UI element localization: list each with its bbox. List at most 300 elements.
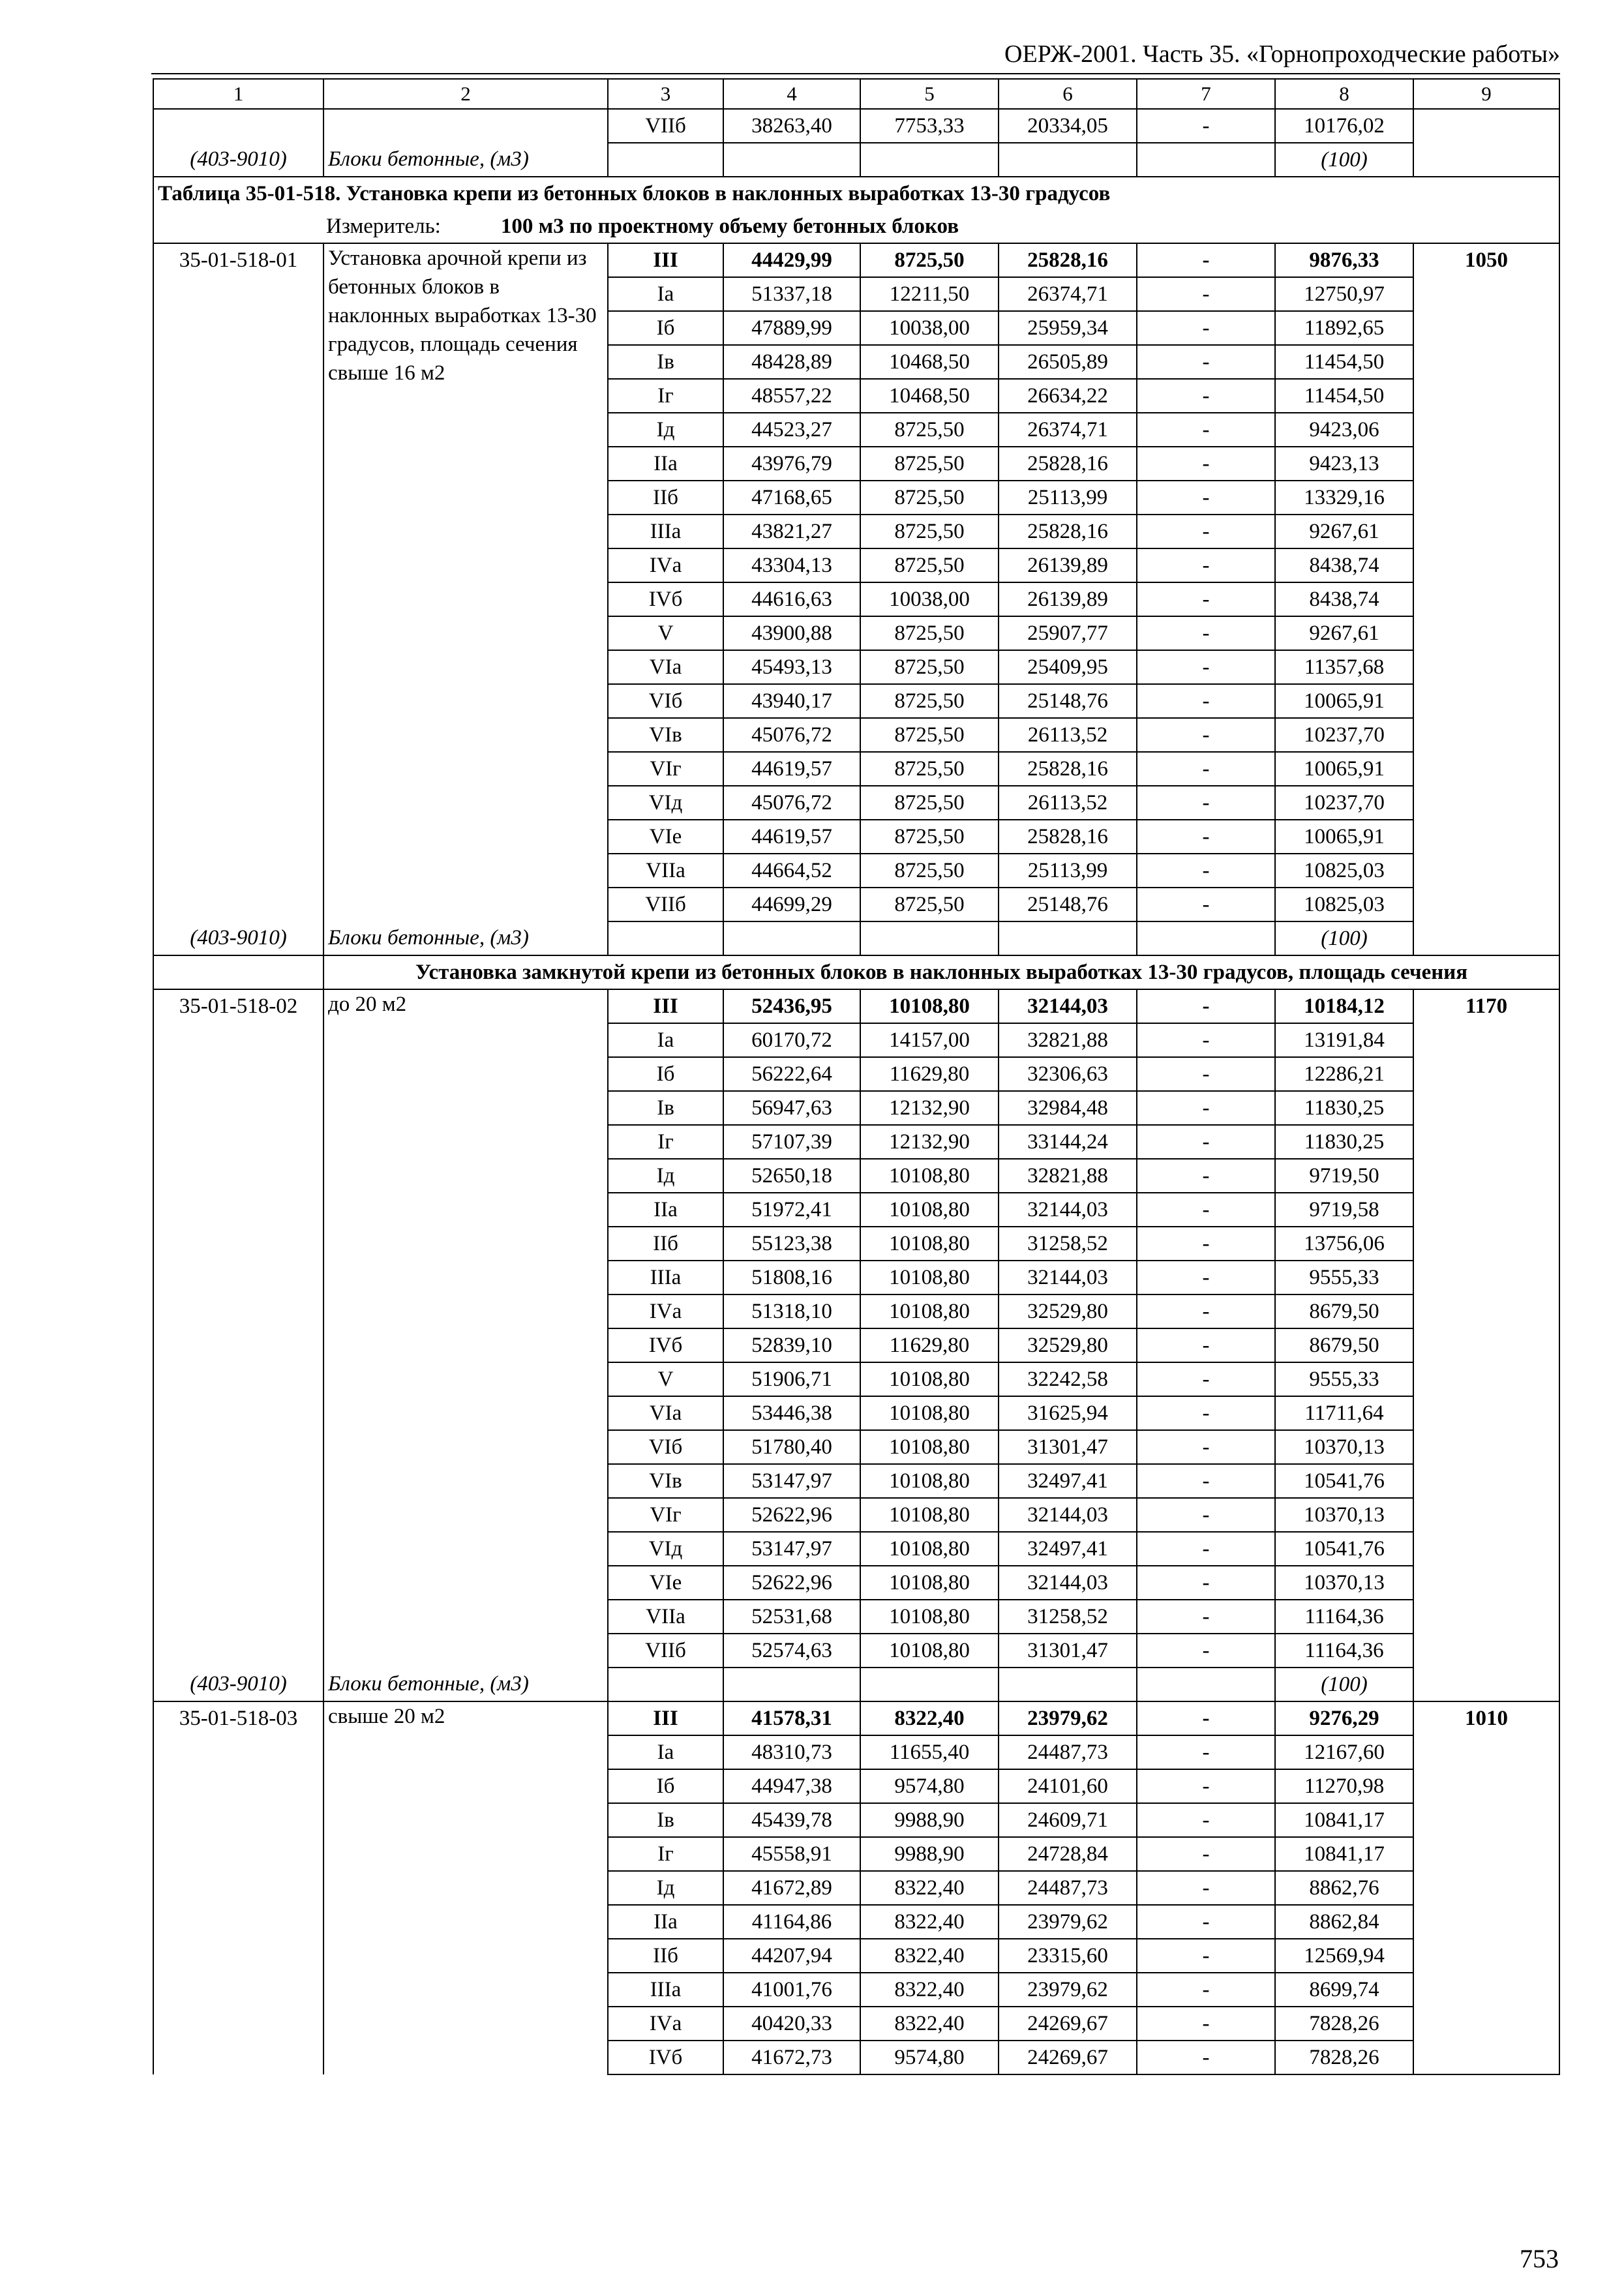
zone-cell: IIб: [608, 1939, 723, 1973]
value-cell: 8725,50: [860, 854, 999, 888]
value-cell: 48310,73: [723, 1735, 860, 1769]
value-cell: 41001,76: [723, 1973, 860, 2007]
table-cell: [1413, 921, 1559, 955]
value-cell: -: [1137, 1939, 1275, 1973]
zone-cell: VIа: [608, 650, 723, 684]
value-cell: -: [1137, 311, 1275, 345]
value-cell: 8725,50: [860, 684, 999, 718]
value-cell: 44619,57: [723, 820, 860, 854]
zone-cell: IVб: [608, 582, 723, 616]
zone-cell: VIд: [608, 1532, 723, 1566]
value-cell: 44523,27: [723, 413, 860, 447]
value-cell: 31301,47: [999, 1430, 1137, 1464]
value-cell: 47168,65: [723, 481, 860, 515]
table-cell: [608, 1668, 723, 1701]
value-cell: 10370,13: [1275, 1498, 1413, 1532]
value-cell: 20334,05: [999, 109, 1137, 143]
value-cell: 32821,88: [999, 1023, 1137, 1057]
value-cell: 10108,80: [860, 1294, 999, 1328]
value-cell: 52436,95: [723, 989, 860, 1023]
value-cell: -: [1137, 1532, 1275, 1566]
value-cell: 23315,60: [999, 1939, 1137, 1973]
value-cell: 41578,31: [723, 1701, 860, 1735]
value-cell: 8725,50: [860, 548, 999, 582]
zone-cell: VIа: [608, 1396, 723, 1430]
value-cell: -: [1137, 447, 1275, 481]
value-cell: -: [1137, 109, 1275, 143]
value-cell: 10841,17: [1275, 1837, 1413, 1871]
value-cell: 57107,39: [723, 1125, 860, 1159]
value-cell: 7828,26: [1275, 2007, 1413, 2041]
table-cell: [723, 921, 860, 955]
zone-cell: VIв: [608, 1464, 723, 1498]
value-cell: 32984,48: [999, 1091, 1137, 1125]
value-cell: -: [1137, 1701, 1275, 1735]
value-cell: 10108,80: [860, 1261, 999, 1294]
value-cell: -: [1137, 888, 1275, 921]
value-cell: 11830,25: [1275, 1091, 1413, 1125]
zone-cell: VIе: [608, 820, 723, 854]
material-row: [153, 143, 1559, 177]
table-cell: [1413, 143, 1559, 177]
value-cell: 10065,91: [1275, 684, 1413, 718]
value-cell: 12132,90: [860, 1125, 999, 1159]
value-cell: 8725,50: [860, 616, 999, 650]
table-cell: [860, 143, 999, 177]
value-cell: 40420,33: [723, 2007, 860, 2041]
value-cell: 10108,80: [860, 989, 999, 1023]
value-cell: 51808,16: [723, 1261, 860, 1294]
value-cell: 44429,99: [723, 243, 860, 277]
table-row: [153, 989, 1559, 1023]
value-cell: 44619,57: [723, 752, 860, 786]
material-row: [153, 921, 1559, 955]
value-cell: -: [1137, 820, 1275, 854]
value-cell: 32144,03: [999, 1566, 1137, 1600]
value-cell: 10108,80: [860, 1532, 999, 1566]
value-cell: 24609,71: [999, 1803, 1137, 1837]
zone-cell: Iв: [608, 345, 723, 379]
value-cell: -: [1137, 1261, 1275, 1294]
value-cell: 24269,67: [999, 2041, 1137, 2074]
table-cell: [999, 921, 1137, 955]
zone-cell: IIб: [608, 1227, 723, 1261]
meter-value: 100 м3 по проектному объему бетонных блоков: [500, 215, 959, 238]
value-cell: 10370,13: [1275, 1430, 1413, 1464]
value-cell: 14157,00: [860, 1023, 999, 1057]
value-cell: -: [1137, 786, 1275, 820]
value-cell: 56947,63: [723, 1091, 860, 1125]
value-cell: -: [1137, 1837, 1275, 1871]
value-cell: 52622,96: [723, 1566, 860, 1600]
value-cell: 25828,16: [999, 752, 1137, 786]
value-cell: -: [1137, 1057, 1275, 1091]
table-cell: [153, 109, 323, 143]
value-cell: 44207,94: [723, 1939, 860, 1973]
value-cell: 10108,80: [860, 1464, 999, 1498]
column-number: 3: [608, 79, 723, 109]
value-cell: 32242,58: [999, 1362, 1137, 1396]
header-rule: [151, 73, 1560, 74]
value-cell: 44664,52: [723, 854, 860, 888]
value-cell: 53446,38: [723, 1396, 860, 1430]
value-cell: 43821,27: [723, 515, 860, 548]
value-cell: -: [1137, 277, 1275, 311]
value-cell: -: [1137, 1091, 1275, 1125]
value-cell: 13756,06: [1275, 1227, 1413, 1261]
column-number: 7: [1137, 79, 1275, 109]
zone-cell: Iа: [608, 277, 723, 311]
zone-cell: VIIб: [608, 109, 723, 143]
value-cell: 44699,29: [723, 888, 860, 921]
value-cell: 10841,17: [1275, 1803, 1413, 1837]
zone-cell: III: [608, 989, 723, 1023]
zone-cell: Iд: [608, 1159, 723, 1193]
value-cell: -: [1137, 1023, 1275, 1057]
value-cell: -: [1137, 718, 1275, 752]
value-cell: 32529,80: [999, 1328, 1137, 1362]
value-cell: -: [1137, 243, 1275, 277]
column-number: 5: [860, 79, 999, 109]
value-cell: 9267,61: [1275, 515, 1413, 548]
value-cell: 23979,62: [999, 1701, 1137, 1735]
material-name: Блоки бетонные, (м3): [323, 921, 608, 955]
value-cell: 43900,88: [723, 616, 860, 650]
value-cell: -: [1137, 1193, 1275, 1227]
value-cell: 10065,91: [1275, 752, 1413, 786]
value-cell: 38263,40: [723, 109, 860, 143]
value-cell: 23979,62: [999, 1905, 1137, 1939]
value-cell: 45076,72: [723, 718, 860, 752]
zone-cell: IIб: [608, 481, 723, 515]
value-cell: 53147,97: [723, 1532, 860, 1566]
value-cell: -: [1137, 1769, 1275, 1803]
column-number-row: [153, 79, 1559, 109]
value-cell: 11357,68: [1275, 650, 1413, 684]
table-cell: [1413, 109, 1559, 143]
value-cell: -: [1137, 1464, 1275, 1498]
value-cell: 8438,74: [1275, 582, 1413, 616]
value-cell: -: [1137, 989, 1275, 1023]
value-cell: 10184,12: [1275, 989, 1413, 1023]
value-cell: 32144,03: [999, 989, 1137, 1023]
value-cell: 10825,03: [1275, 854, 1413, 888]
value-cell: 13329,16: [1275, 481, 1413, 515]
table-cell: [608, 921, 723, 955]
value-cell: 8679,50: [1275, 1294, 1413, 1328]
value-cell: 26139,89: [999, 548, 1137, 582]
value-cell: 31625,94: [999, 1396, 1137, 1430]
material-name: Блоки бетонные, (м3): [323, 143, 608, 177]
value-cell: 11270,98: [1275, 1769, 1413, 1803]
zone-cell: VIIб: [608, 888, 723, 921]
meter-cell: [153, 210, 1559, 243]
zone-cell: Iв: [608, 1091, 723, 1125]
value-cell: 9267,61: [1275, 616, 1413, 650]
value-cell: 55123,38: [723, 1227, 860, 1261]
value-cell: -: [1137, 1566, 1275, 1600]
value-cell: 8725,50: [860, 243, 999, 277]
value-cell: 31301,47: [999, 1634, 1137, 1668]
value-cell: -: [1137, 481, 1275, 515]
value-cell: 24269,67: [999, 2007, 1137, 2041]
value-cell: -: [1137, 650, 1275, 684]
value-cell: 7828,26: [1275, 2041, 1413, 2074]
value-cell: 47889,99: [723, 311, 860, 345]
value-cell: 8322,40: [860, 2007, 999, 2041]
value-cell: 32306,63: [999, 1057, 1137, 1091]
material-qty: (100): [1275, 1668, 1413, 1701]
value-cell: 45076,72: [723, 786, 860, 820]
value-cell: 52622,96: [723, 1498, 860, 1532]
value-cell: 8725,50: [860, 447, 999, 481]
value-cell: -: [1137, 1905, 1275, 1939]
value-cell: 25148,76: [999, 888, 1137, 921]
table-cell: [860, 1668, 999, 1701]
value-cell: 9555,33: [1275, 1362, 1413, 1396]
value-cell: 11655,40: [860, 1735, 999, 1769]
value-cell: 8725,50: [860, 718, 999, 752]
value-cell: 23979,62: [999, 1973, 1137, 2007]
value-cell: -: [1137, 1294, 1275, 1328]
value-cell: 56222,64: [723, 1057, 860, 1091]
value-cell: 11892,65: [1275, 311, 1413, 345]
value-cell: 32144,03: [999, 1498, 1137, 1532]
value-cell: 26505,89: [999, 345, 1137, 379]
zone-cell: IIIа: [608, 1973, 723, 2007]
value-cell: 10370,13: [1275, 1566, 1413, 1600]
value-cell: 25828,16: [999, 515, 1137, 548]
value-cell: 8862,84: [1275, 1905, 1413, 1939]
zone-cell: VIIб: [608, 1634, 723, 1668]
value-cell: 43976,79: [723, 447, 860, 481]
value-cell: 8699,74: [1275, 1973, 1413, 2007]
value-cell: 8322,40: [860, 1973, 999, 2007]
value-cell: 10108,80: [860, 1362, 999, 1396]
zone-cell: III: [608, 1701, 723, 1735]
value-cell: 10108,80: [860, 1430, 999, 1464]
value-cell: 9719,58: [1275, 1193, 1413, 1227]
zone-cell: V: [608, 616, 723, 650]
value-cell: 31258,52: [999, 1600, 1137, 1634]
zone-cell: VIд: [608, 786, 723, 820]
zone-cell: Iв: [608, 1803, 723, 1837]
value-cell: 25409,95: [999, 650, 1137, 684]
table-cell: [608, 143, 723, 177]
subheading-row: [153, 955, 1559, 989]
value-cell: 41672,73: [723, 2041, 860, 2074]
work-description: до 20 м2: [323, 989, 608, 1668]
value-cell: 45558,91: [723, 1837, 860, 1871]
zone-cell: VIб: [608, 684, 723, 718]
value-cell: 9719,50: [1275, 1159, 1413, 1193]
zone-cell: VIб: [608, 1430, 723, 1464]
zone-cell: Iд: [608, 1871, 723, 1905]
value-cell: 8725,50: [860, 515, 999, 548]
value-cell: 8322,40: [860, 1905, 999, 1939]
value-cell: 52574,63: [723, 1634, 860, 1668]
value-cell: 11830,25: [1275, 1125, 1413, 1159]
column-number: 8: [1275, 79, 1413, 109]
value-cell: 26634,22: [999, 379, 1137, 413]
value-cell: -: [1137, 582, 1275, 616]
value-cell: -: [1137, 1634, 1275, 1668]
value-cell: 8725,50: [860, 820, 999, 854]
value-cell: 8438,74: [1275, 548, 1413, 582]
material-code: (403-9010): [153, 921, 323, 955]
value-cell: 32529,80: [999, 1294, 1137, 1328]
value-cell: -: [1137, 1227, 1275, 1261]
value-cell: 8679,50: [1275, 1328, 1413, 1362]
value-cell: 10108,80: [860, 1193, 999, 1227]
value-cell: 10108,80: [860, 1498, 999, 1532]
value-cell: 9574,80: [860, 1769, 999, 1803]
value-cell: 32497,41: [999, 1464, 1137, 1498]
value-cell: 8322,40: [860, 1701, 999, 1735]
material-code: (403-9010): [153, 143, 323, 177]
value-cell: 26374,71: [999, 413, 1137, 447]
value-cell: 9876,33: [1275, 243, 1413, 277]
position-code: 35-01-518-03: [153, 1701, 323, 2074]
value-cell: 13191,84: [1275, 1023, 1413, 1057]
value-cell: 52531,68: [723, 1600, 860, 1634]
zone-cell: VIIа: [608, 854, 723, 888]
value-cell: 60170,72: [723, 1023, 860, 1057]
zone-cell: IIа: [608, 1193, 723, 1227]
zone-cell: Iа: [608, 1023, 723, 1057]
table-cell: [999, 143, 1137, 177]
value-cell: 8725,50: [860, 786, 999, 820]
rates-table: [153, 78, 1560, 2075]
value-cell: 32144,03: [999, 1193, 1137, 1227]
value-cell: 10541,76: [1275, 1532, 1413, 1566]
value-cell: 11454,50: [1275, 379, 1413, 413]
value-cell: 41672,89: [723, 1871, 860, 1905]
zone-cell: Iб: [608, 1769, 723, 1803]
work-description: Установка арочной крепи из бетонных блоков в наклонных выработках 13-30 градусов, площадь сечения свыше 16 м2: [323, 243, 608, 921]
value-cell: 8322,40: [860, 1939, 999, 1973]
value-cell: 10038,00: [860, 311, 999, 345]
zone-cell: Iг: [608, 379, 723, 413]
value-cell: 25828,16: [999, 447, 1137, 481]
value-cell: 25113,99: [999, 481, 1137, 515]
value-cell: -: [1137, 2041, 1275, 2074]
value-cell: 9276,29: [1275, 1701, 1413, 1735]
value-cell: -: [1137, 1396, 1275, 1430]
table-cell: [723, 143, 860, 177]
table-title-row: [153, 177, 1559, 210]
table-row: [153, 1701, 1559, 1735]
zone-cell: Iг: [608, 1125, 723, 1159]
value-cell: 10237,70: [1275, 718, 1413, 752]
value-cell: 8725,50: [860, 481, 999, 515]
value-cell: -: [1137, 548, 1275, 582]
value-cell: -: [1137, 345, 1275, 379]
value-cell: -: [1137, 1871, 1275, 1905]
value-cell: -: [1137, 1159, 1275, 1193]
zone-cell: IIа: [608, 1905, 723, 1939]
value-cell: 11629,80: [860, 1057, 999, 1091]
value-cell: -: [1137, 1498, 1275, 1532]
table-cell: [1413, 1668, 1559, 1701]
table-cell: [723, 1668, 860, 1701]
value-cell: -: [1137, 1125, 1275, 1159]
column-number: 6: [999, 79, 1137, 109]
value-cell: -: [1137, 2007, 1275, 2041]
value-cell: 53147,97: [723, 1464, 860, 1498]
value-cell: 43940,17: [723, 684, 860, 718]
zone-cell: IVа: [608, 2007, 723, 2041]
value-cell: 8322,40: [860, 1871, 999, 1905]
value-cell: 9423,13: [1275, 447, 1413, 481]
zone-cell: Iг: [608, 1837, 723, 1871]
value-cell: 25907,77: [999, 616, 1137, 650]
value-cell: 10108,80: [860, 1159, 999, 1193]
value-cell: 8725,50: [860, 752, 999, 786]
value-cell: 11164,36: [1275, 1634, 1413, 1668]
zone-cell: IIIа: [608, 515, 723, 548]
col9-value: 1170: [1413, 989, 1559, 1668]
value-cell: 11164,36: [1275, 1600, 1413, 1634]
subheading: Установка замкнутой крепи из бетонных блоков в наклонных выработках 13-30 градусов, площадь сечения: [323, 955, 1559, 989]
value-cell: -: [1137, 515, 1275, 548]
value-cell: 48428,89: [723, 345, 860, 379]
column-number: 2: [323, 79, 608, 109]
value-cell: 44947,38: [723, 1769, 860, 1803]
value-cell: 24487,73: [999, 1735, 1137, 1769]
value-cell: -: [1137, 1803, 1275, 1837]
meter-row: [153, 210, 1559, 243]
value-cell: 26113,52: [999, 718, 1137, 752]
value-cell: -: [1137, 684, 1275, 718]
zone-cell: Iа: [608, 1735, 723, 1769]
value-cell: 10065,91: [1275, 820, 1413, 854]
zone-cell: IVб: [608, 2041, 723, 2074]
value-cell: 8725,50: [860, 413, 999, 447]
zone-cell: IVа: [608, 1294, 723, 1328]
value-cell: 10038,00: [860, 582, 999, 616]
value-cell: 12211,50: [860, 277, 999, 311]
zone-cell: VIв: [608, 718, 723, 752]
meter-label: Измеритель:: [326, 215, 441, 238]
running-header: ОЕРЖ-2001. Часть 35. «Горнопроходческие работы»: [1004, 40, 1560, 68]
table-cell: [999, 1668, 1137, 1701]
value-cell: -: [1137, 1600, 1275, 1634]
value-cell: 25959,34: [999, 311, 1137, 345]
table-cell: [1137, 143, 1275, 177]
value-cell: -: [1137, 413, 1275, 447]
value-cell: 8725,50: [860, 650, 999, 684]
value-cell: 24101,60: [999, 1769, 1137, 1803]
page-number: 753: [1520, 2244, 1559, 2273]
zone-cell: V: [608, 1362, 723, 1396]
table-title: Таблица 35-01-518. Установка крепи из бетонных блоков в наклонных выработках 13-30 градусов: [153, 177, 1559, 210]
value-cell: 33144,24: [999, 1125, 1137, 1159]
material-code: (403-9010): [153, 1668, 323, 1701]
value-cell: 12750,97: [1275, 277, 1413, 311]
column-number: 4: [723, 79, 860, 109]
position-code: 35-01-518-01: [153, 243, 323, 921]
table-cell: [1137, 1668, 1275, 1701]
value-cell: 32821,88: [999, 1159, 1137, 1193]
value-cell: -: [1137, 1328, 1275, 1362]
value-cell: 10108,80: [860, 1566, 999, 1600]
value-cell: 25148,76: [999, 684, 1137, 718]
value-cell: 52650,18: [723, 1159, 860, 1193]
table-cell: [860, 921, 999, 955]
zone-cell: IIа: [608, 447, 723, 481]
table-cell: [153, 955, 323, 989]
